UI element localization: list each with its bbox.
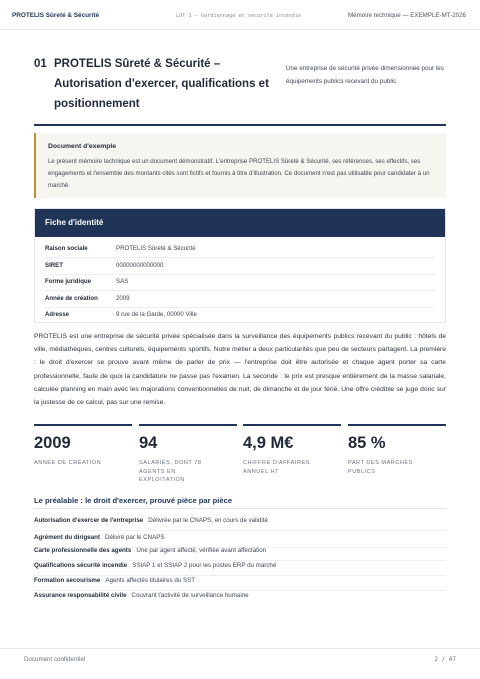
- stat-value: 94: [139, 434, 158, 452]
- identity-row: [45, 307, 435, 324]
- confidential-label: Document confidentiel: [24, 656, 86, 663]
- stat-revenue: [243, 424, 341, 484]
- identity-card: [34, 208, 446, 323]
- identity-label: Adresse: [45, 311, 70, 318]
- stat-rule: [348, 424, 446, 426]
- identity-value: PROTELIS Sûreté & Sécurité: [116, 245, 196, 252]
- identity-row: [45, 291, 435, 308]
- lot-label: LOT 1 — Gardiennage et sécurité incendie: [176, 13, 301, 19]
- document-reference: Mémoire technique — EXEMPLE-MT-2026: [348, 12, 466, 19]
- identity-row: [45, 258, 435, 275]
- page-number: 2 / 47: [434, 656, 456, 663]
- stat-rule: [139, 424, 237, 426]
- prerequisite-value: Délivrée par le CNAPS, en cours de validité: [148, 517, 268, 524]
- identity-row: [45, 274, 435, 291]
- identity-label: Forme juridique: [45, 278, 92, 285]
- identity-card-title: Fiche d'identité: [45, 218, 104, 227]
- stat-creation-year: [34, 424, 132, 484]
- prerequisite-label: Formation secourisme: [34, 577, 101, 584]
- page-header: [0, 0, 480, 30]
- stat-public-share: [348, 424, 446, 484]
- stat-rule: [243, 424, 341, 426]
- prerequisites-title: Le préalable : le droit d'exercer, prouvé pièce par pièce: [34, 496, 233, 505]
- stat-rule: [34, 424, 132, 426]
- stat-label: PART DES MARCHÉS PUBLICS: [348, 460, 413, 475]
- prerequisite-item: [34, 589, 446, 606]
- prerequisite-label: Carte professionnelle des agents: [34, 547, 132, 554]
- prerequisite-label: Assurance responsabilité civile: [34, 592, 127, 599]
- prerequisite-value: Délivré par le CNAPS: [105, 534, 165, 541]
- stat-value: 2009: [34, 434, 71, 452]
- callout-title: Document d'exemple: [48, 143, 117, 150]
- stat-label: SALARIÉS, DONT 78 AGENTS EN EXPLOITATION: [139, 460, 202, 484]
- stat-label: ANNÉE DE CRÉATION: [34, 460, 102, 466]
- prerequisite-value: Agents affectés titulaires du SST: [105, 577, 196, 584]
- brand-name: PROTELIS Sûreté & Sécurité: [12, 12, 100, 19]
- stat-label: CHIFFRE D'AFFAIRES ANNUEL HT: [243, 460, 310, 475]
- prerequisite-value: Une par agent affecté, vérifiée avant affectation: [136, 547, 267, 554]
- example-notice-callout: [34, 133, 446, 198]
- stat-value: 85 %: [348, 434, 386, 452]
- prerequisites-divider: [34, 508, 446, 509]
- identity-value: 2009: [116, 294, 130, 302]
- prerequisite-item: [34, 514, 446, 531]
- section-divider: [34, 124, 446, 126]
- identity-value: SAS: [116, 278, 129, 285]
- prerequisite-label: Agrément du dirigeant: [34, 534, 101, 541]
- identity-label: Raison sociale: [45, 245, 88, 252]
- section-number: 01: [34, 58, 47, 70]
- stat-value: 4,9 M€: [243, 434, 294, 452]
- prerequisite-value: Couvrant l'activité de surveillance humaine: [131, 592, 249, 599]
- stat-employees: [139, 424, 237, 484]
- callout-body: Le présent mémoire technique est un document démonstratif. L'entreprise PROTELIS Sûreté & Sécurité, ses références, ses effectifs, ses engagements et l'ensemble des montants cités sont fictifs et fournis à titre d'illustration. Ce document n'est pas utilisable pour candidater à un marché.: [48, 158, 430, 190]
- company-description: PROTELIS est une entreprise de sécurité privée spécialisée dans la surveillance des équipements publics recevant du public : hôtels de ville, médiathèques, centres culturels, équipements sportifs. Notre métier a deux particularités que peu de secteurs partagent. La première : le droit d'exercer se prouve avant même de parler de prix — l'entreprise doit être autorisée et chaque agent porter sa carte professionnelle, faute de quoi la candidature ne passe pas l'examen. La seconde : le prix est presque entièrement de la masse salariale, calculée planning en main avec les majorations conventionnelles de nuit, de dimanche et de jour férié. Une offre crédible se juge donc sur la justesse de ce calcul, pas sur une remise.: [34, 333, 446, 407]
- section-side-note: Une entreprise de sécurité privée dimensionnée pour les équipements publics recevant du public: [286, 65, 444, 85]
- prerequisite-value: SSIAP 1 et SSIAP 2 pour les postes ERP du marché: [132, 562, 277, 569]
- identity-label: SIRET: [45, 261, 63, 269]
- identity-label: Année de création: [45, 294, 98, 302]
- section-title: PROTELIS Sûreté & Sécurité – Autorisation d'exercer, qualifications et positionnement: [54, 58, 269, 110]
- identity-value: 00000000000000: [116, 261, 164, 269]
- identity-value: 9 rue de la Garde, 00000 Ville: [116, 311, 197, 318]
- prerequisite-label: Qualifications sécurité incendie: [34, 562, 128, 569]
- page-footer: [0, 648, 480, 679]
- prerequisite-label: Autorisation d'exercer de l'entreprise: [34, 517, 144, 524]
- identity-card-header: [35, 209, 445, 237]
- identity-row: [45, 241, 435, 258]
